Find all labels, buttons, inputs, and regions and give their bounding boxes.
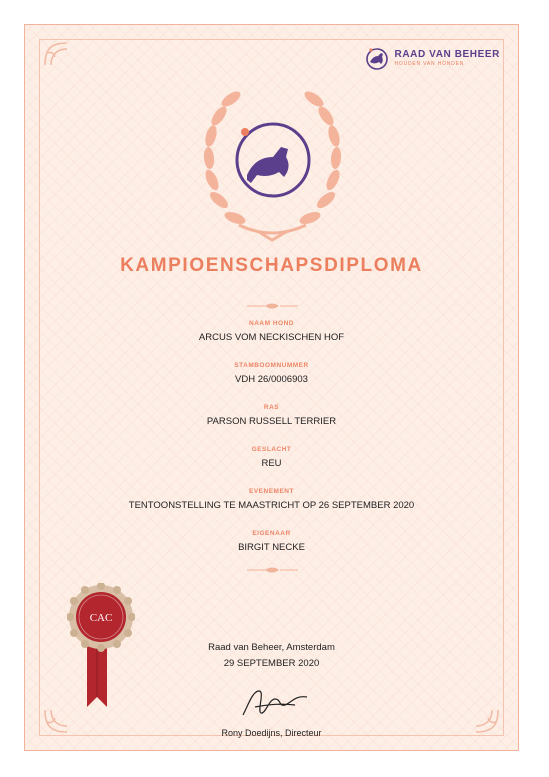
field-breed [25,403,518,445]
divider-ornament-top [247,302,298,310]
divider-ornament-bottom [247,566,298,574]
field-owner [25,529,518,571]
signatory: Rony Doedijns, Directeur [221,728,322,738]
laurel-dog-emblem-icon [199,80,346,245]
brand-logo [364,45,501,71]
field-value: ARCUS VOM NECKISCHEN HOF [198,332,345,343]
seal-text: CAC [89,612,113,624]
field-label: EIGENAAR [252,530,291,537]
issue-date: 29 SEPTEMBER 2020 [223,658,320,669]
field-value: BIRGIT NECKE [238,542,305,553]
field-event [25,487,518,529]
diploma-title: KAMPIOENSCHAPSDIPLOMA [120,255,423,276]
field-label: RAS [263,404,280,411]
issuer: Raad van Beheer, Amsterdam [208,642,335,653]
field-value: TENTOONSTELLING TE MAASTRICHT OP 26 SEPTEMBER 2020 [128,500,415,511]
field-dog-name [25,319,518,361]
diploma-sheet [24,24,519,751]
field-label: EVENEMENT [249,488,294,495]
field-sex [25,445,518,487]
field-label: NAAM HOND [249,320,294,327]
field-label: GESLACHT [251,446,292,453]
corner-ornament-icon [41,39,71,69]
field-label: STAMBOOMNUMMER [234,362,309,369]
field-value: PARSON RUSSELL TERRIER [206,416,337,427]
logo-title: RAAD VAN BEHEER [394,48,500,60]
diploma-fields [25,319,518,571]
field-pedigree-number [25,361,518,403]
logo-subtitle: HOUDEN VAN HONDEN [394,60,465,67]
dog-logo-icon [364,45,390,71]
field-value: REU [261,458,282,469]
field-value: VDH 26/0006903 [235,374,308,385]
signature-icon [235,685,315,721]
